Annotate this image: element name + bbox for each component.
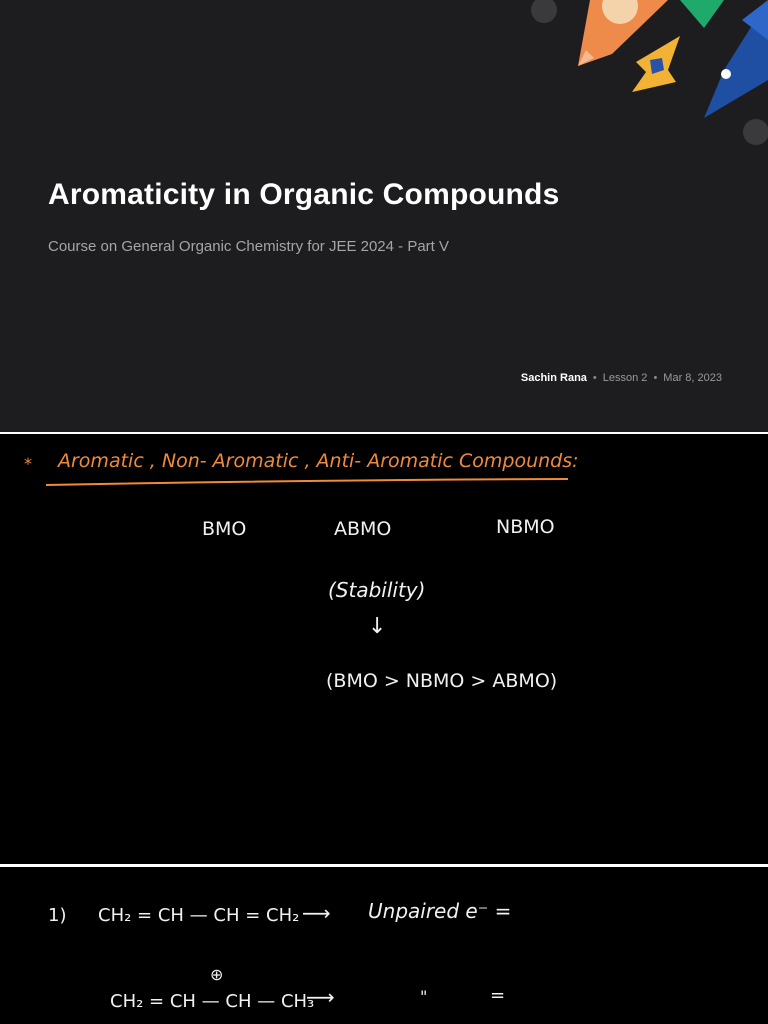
positive-charge-icon: ⊕ [210,965,224,984]
unpaired-electron-label: Unpaired e⁻ = [368,899,512,923]
orbital-label-abmo: ABMO [334,518,392,540]
ditto-mark: " [420,987,428,1006]
heading-underline [0,434,768,864]
right-arrow-icon: ⟶ [302,901,331,925]
right-arrow-icon: ⟶ [306,985,335,1009]
orbital-label-bmo: BMO [202,518,247,540]
equals-sign: = [490,985,506,1006]
lesson-number: Lesson 2 [602,372,648,384]
carbocation-formula: CH₂ = CH — CH — CH₃ [110,991,315,1012]
decorative-pencils-graphic [528,0,768,160]
orbital-label-nbmo: NBMO [496,516,555,538]
lesson-meta [521,372,722,384]
educator-name[interactable]: Sachin Rana [520,372,587,384]
lesson-cover-card[interactable] [0,0,768,432]
notes-slide-1[interactable] [0,434,768,864]
butadiene-formula: CH₂ = CH — CH = CH₂ [98,905,300,926]
heading-bullet: * [24,454,32,473]
stability-label: (Stability) [328,578,426,602]
lesson-date: Mar 8, 2023 [663,372,722,384]
item-number: 1) [48,905,67,926]
course-subtitle: Course on General Organic Chemistry for JEE 2024 - Part V [48,238,450,255]
slide-heading: Aromatic , Non- Aromatic , Anti- Aromatic Compounds: [58,450,579,472]
stability-order: (BMO > NBMO > ABMO) [326,670,558,692]
notes-slide-2[interactable] [0,867,768,1024]
down-arrow-icon: ↓ [368,614,387,639]
separator-dot: • [653,372,658,384]
lesson-title: Aromaticity in Organic Compounds [48,178,560,211]
separator-dot: • [592,372,597,384]
